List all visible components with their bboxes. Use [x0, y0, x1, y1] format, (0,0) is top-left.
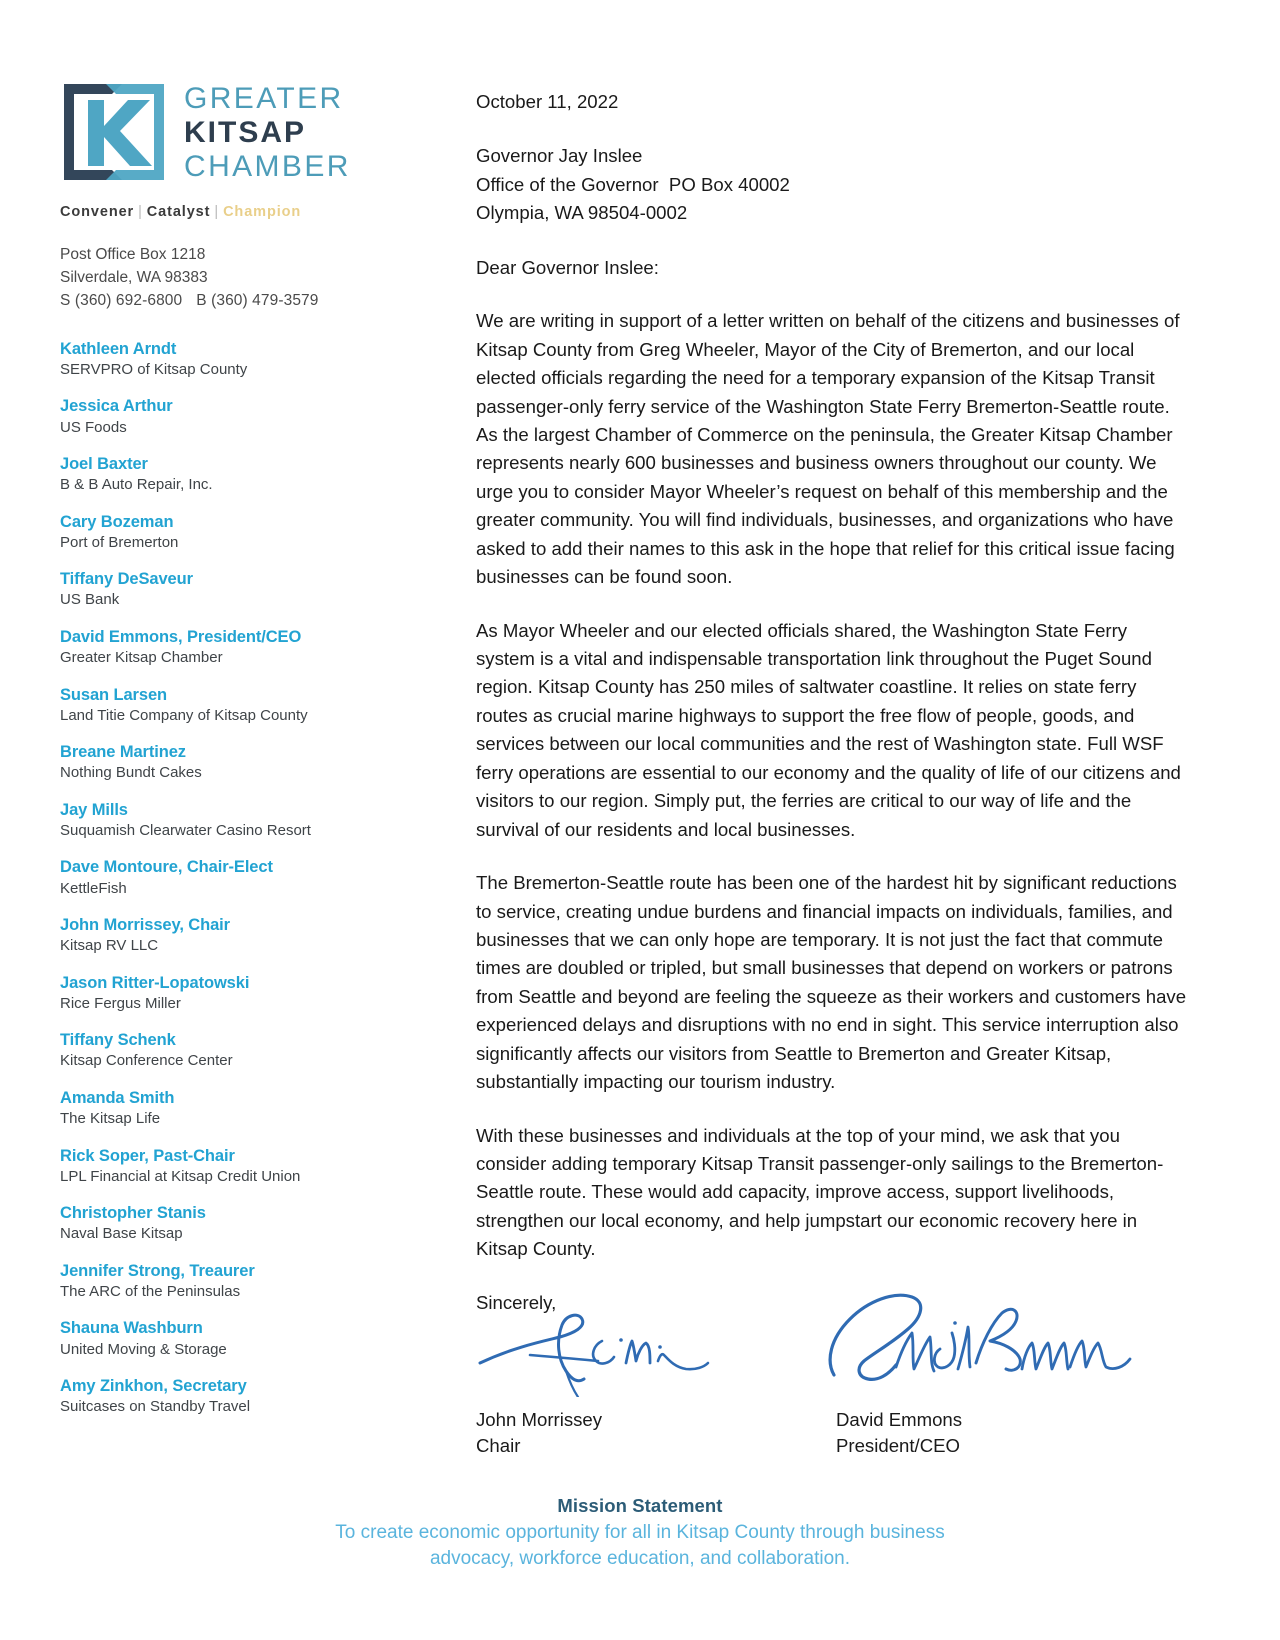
board-member-name: Breane Martinez [60, 743, 186, 762]
board-member-name: Jennifer Strong, Treaurer [60, 1261, 255, 1280]
board-member-org: Port of Bremerton [60, 533, 179, 551]
board-member-org: KettleFish [60, 879, 127, 897]
board-member [60, 915, 430, 956]
board-member [60, 973, 430, 1014]
mission-statement-footer [0, 1495, 1280, 1572]
tagline-champion: Champion [223, 204, 302, 220]
logo-word-greater: GREATER [184, 82, 344, 115]
board-member-org: United Moving & Storage [60, 1340, 227, 1358]
greater-kitsap-chamber-k-logo [60, 78, 170, 182]
board-member-org: The Kitsap Life [60, 1110, 161, 1128]
board-member-org: Greater Kitsap Chamber [60, 649, 223, 667]
board-member [60, 1261, 430, 1302]
david-emmons-signature [816, 1283, 1146, 1401]
board-member-name: Susan Larsen [60, 685, 168, 704]
board-member-org: US Foods [60, 418, 127, 436]
board-member-org: Naval Base Kitsap [60, 1225, 183, 1243]
signer-2-block [836, 1407, 962, 1460]
recipient-name: Governor Jay Inslee [476, 145, 643, 167]
board-member-org: The ARC of the Peninsulas [60, 1282, 241, 1300]
signer-2-name: David Emmons [836, 1408, 963, 1430]
letter-paragraph-1: We are writing in support of a letter written on behalf of the citizens and businesses of Kitsap County from Greg Wheeler, Mayor of the City of Bremerton, and our local elected officials regarding the need for a temporary expansion of the Kitsap Transit passenger-only ferry service of the Washington State Ferry Bremerton-Seattle route. As the largest Chamber of Commerce on the peninsula, the Greater Kitsap Chamber represents nearly 600 businesses and business owners throughout our county. We urge you to consider Mayor Wheeler’s request on behalf of this membership and the greater community. You will find individuals, businesses, and organizations who have asked to add their names to this ask in the hope that relief for this critical issue facing businesses can be found soon. [476, 310, 1180, 588]
logo-word-chamber: CHAMBER [184, 150, 351, 183]
board-member [60, 1376, 430, 1417]
tagline-catalyst: Catalyst [146, 204, 211, 220]
board-member [60, 857, 430, 898]
board-member-org: Kitsap RV LLC [60, 937, 159, 955]
board-member-org: Kitsap Conference Center [60, 1052, 233, 1070]
board-member [60, 339, 430, 380]
board-member-name: Jessica Arthur [60, 397, 173, 416]
tagline-separator-2: | [214, 204, 220, 220]
letter-closing-word: Sincerely, [476, 1291, 557, 1313]
mission-statement-line-2: advocacy, workforce education, and collaboration. [429, 1548, 850, 1570]
letter-paragraph-2: As Mayor Wheeler and our elected officials shared, the Washington State Ferry system is a vital and indispensable transportation link throughout the Puget Sound region. Kitsap County has 250 miles of saltwater coastline. It relies on state ferry routes as crucial marine highways to support the free flow of people, goods, and services between our local communities and the rest of Washington state. Full WSF ferry operations are essential to our economy and the quality of life of our citizens and visitors to our region. Simply put, the ferries are critical to our way of life and the survival of our residents and local businesses. [476, 619, 1181, 840]
board-member-name: Cary Bozeman [60, 512, 174, 531]
board-member-org: Suquamish Clearwater Casino Resort [60, 821, 311, 839]
john-morrissey-signature [474, 1297, 734, 1405]
letter-paragraph-3: The Bremerton-Seattle route has been one of the hardest hit by significant reductions to service, creating undue burdens and financial impacts on individuals, families, and businesses that we can only hope are temporary. It is not just the fact that commute times are doubled or tripled, but small businesses that depend on workers or patrons from Seattle and beyond are feeling the squeeze as their workers and customers have experienced delays and disruptions with no end in sight. This service interruption also significantly affects our visitors from Seattle to Bremerton and Greater Kitsap, substantially impacting our tourism industry. [476, 872, 1187, 1093]
signature-area [476, 1289, 1188, 1407]
board-member-name: Jason Ritter-Lopatowski [60, 973, 250, 992]
tagline-separator-1: | [138, 204, 143, 220]
board-member [60, 1318, 430, 1359]
letter-closing-block [476, 1289, 1188, 1463]
address-line-1: Post Office Box 1218 [60, 246, 206, 263]
mission-statement-title: Mission Statement [557, 1495, 723, 1516]
board-member-org: Suitcases on Standby Travel [60, 1398, 251, 1416]
board-member-name: Rick Soper, Past-Chair [60, 1146, 235, 1165]
board-member-name: Amy Zinkhon, Secretary [60, 1377, 247, 1396]
signature-names [476, 1407, 1188, 1463]
logo-wordmark [184, 78, 351, 182]
tagline-convener: Convener [60, 204, 135, 220]
board-member [60, 1146, 430, 1187]
recipient-address-block [476, 142, 1188, 227]
board-member-org: Rice Fergus Miller [60, 994, 181, 1012]
signer-1-name: John Morrissey [476, 1408, 603, 1430]
board-member-org: US Bank [60, 591, 120, 609]
address-line-2: Silverdale, WA 98383 [60, 268, 208, 286]
board-member [60, 685, 430, 726]
phone-bremerton: B (360) 479-3579 [196, 291, 319, 309]
board-member-name: Jay Mills [60, 800, 128, 819]
board-member-name: Shauna Washburn [60, 1319, 203, 1338]
board-member-org: SERVPRO of Kitsap County [60, 360, 248, 378]
board-member-name: Amanda Smith [60, 1088, 175, 1107]
letter-salutation: Dear Governor Inslee: [476, 256, 659, 278]
board-member-name: John Morrissey, Chair [60, 916, 230, 935]
board-member [60, 1088, 430, 1129]
board-member-org: Nothing Bundt Cakes [60, 764, 202, 782]
letterhead-sidebar [60, 78, 430, 1434]
board-member-org: B & B Auto Repair, Inc. [60, 476, 213, 494]
board-member-name: Dave Montoure, Chair-Elect [60, 858, 273, 877]
board-member [60, 1030, 430, 1071]
board-member [60, 569, 430, 610]
chamber-address [60, 244, 430, 313]
board-member [60, 800, 430, 841]
board-member-org: LPL Financial at Kitsap Credit Union [60, 1167, 301, 1185]
letter-body [476, 88, 1188, 1463]
phone-silverdale: S (360) 692-6800 [60, 291, 183, 309]
board-member-list [60, 339, 430, 1417]
chamber-tagline [60, 204, 430, 220]
board-member-name: Christopher Stanis [60, 1204, 206, 1223]
signer-2-title: President/CEO [836, 1435, 961, 1457]
board-member-org: Land Titie Company of Kitsap County [60, 706, 308, 724]
mission-statement-line-1: To create economic opportunity for all in Kitsap County through business [335, 1522, 945, 1543]
board-member [60, 742, 430, 783]
board-member [60, 454, 430, 495]
board-member-name: David Emmons, President/CEO [60, 627, 302, 646]
chamber-logo [60, 78, 430, 182]
letter-paragraph-4: With these businesses and individuals at the top of your mind, we ask that you consider adding temporary Kitsap Transit passenger-only sailings to the Bremerton-Seattle route. These would add capacity, improve access, support livelihoods, strengthen our local economy, and help jumpstart our economic recovery here in Kitsap County. [476, 1124, 1164, 1260]
board-member [60, 512, 430, 553]
letter-date: October 11, 2022 [476, 91, 619, 112]
board-member [60, 396, 430, 437]
phone-numbers [60, 290, 430, 313]
signer-1-block [476, 1407, 602, 1460]
recipient-office: Office of the Governor PO Box 40002 [476, 173, 790, 195]
signer-1-title: Chair [476, 1435, 521, 1457]
board-member [60, 627, 430, 668]
board-member [60, 1203, 430, 1244]
board-member-name: Kathleen Arndt [60, 339, 177, 358]
board-member-name: Tiffany DeSaveur [60, 570, 193, 589]
recipient-city-state-zip: Olympia, WA 98504-0002 [476, 202, 688, 224]
board-member-name: Tiffany Schenk [60, 1031, 176, 1050]
logo-word-kitsap: KITSAP [184, 116, 307, 149]
board-member-name: Joel Baxter [60, 455, 148, 474]
